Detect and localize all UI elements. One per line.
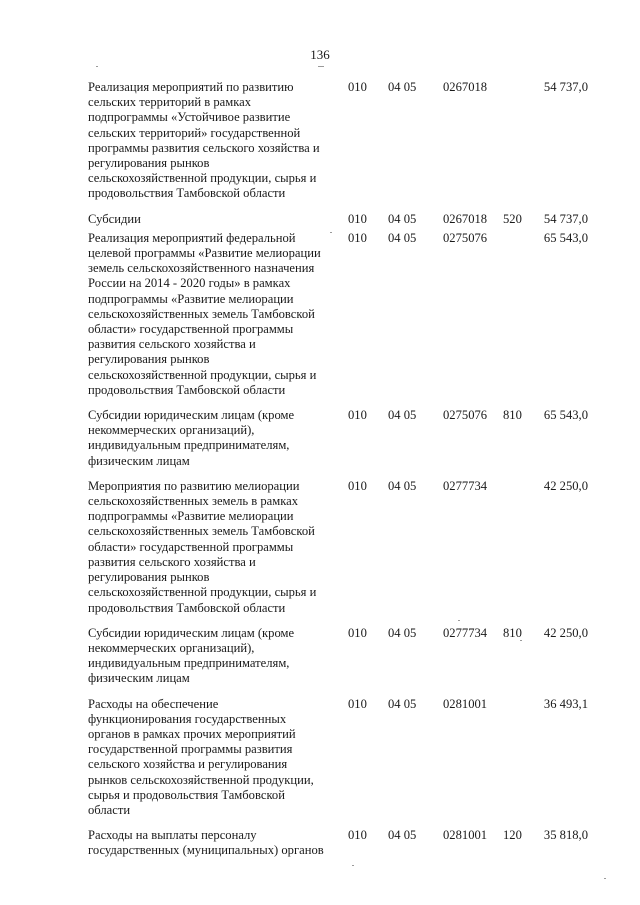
table-row <box>88 80 588 202</box>
table-row <box>88 408 588 469</box>
row-target: 0275076 <box>443 230 488 245</box>
row-ved: 010 <box>348 828 367 843</box>
row-ved: 010 <box>348 625 367 640</box>
page-number: 136 <box>310 47 330 62</box>
row-name: Расходы на обеспечение функционирования государственных органов в рамках прочих мероприятий государственной программы развития сельского хозяйства и регулирования рынков сельскохозяйственной продукции, сырья и продовольствия Тамбовской области <box>88 696 314 817</box>
row-section: 04 05 <box>388 80 417 94</box>
row-sum: 65 543,0 <box>543 408 588 423</box>
row-target: 0277734 <box>443 478 488 493</box>
row-target: 0267018 <box>443 80 488 94</box>
row-ved: 010 <box>348 211 367 226</box>
table-row <box>88 479 588 616</box>
table-row <box>88 212 588 227</box>
row-ved: 010 <box>348 696 367 711</box>
budget-table <box>88 80 588 869</box>
row-target: 0267018 <box>443 211 488 226</box>
row-ved: 010 <box>348 478 367 493</box>
row-sum: 65 543,0 <box>543 230 588 245</box>
row-expense-type: 520 <box>503 211 522 226</box>
row-section: 04 05 <box>388 211 417 226</box>
row-target: 0275076 <box>443 408 488 423</box>
row-section: 04 05 <box>388 478 417 493</box>
row-section: 04 05 <box>388 625 417 640</box>
scan-speck <box>96 66 98 67</box>
row-sum: 42 250,0 <box>543 625 588 640</box>
row-name: Расходы на выплаты персоналу государственных (муниципальных) органов <box>88 828 324 858</box>
row-sum: 54 737,0 <box>543 211 588 226</box>
row-ved: 010 <box>348 80 367 94</box>
row-section: 04 05 <box>388 828 417 843</box>
scan-speck <box>330 232 332 233</box>
table-row <box>88 828 588 858</box>
row-name: Реализация мероприятий по развитию сельских территорий в рамках подпрограммы «Устойчивое развитие сельских территорий» государственной программы развития сельского хозяйства и регулирования рынков сельскохозяйственной продукции, сырья и продовольствия Тамбовской области <box>88 80 320 201</box>
row-sum: 42 250,0 <box>543 478 588 493</box>
row-section: 04 05 <box>388 696 417 711</box>
table-row <box>88 231 588 398</box>
row-target: 0281001 <box>443 696 488 711</box>
row-sum: 36 493,1 <box>543 696 588 711</box>
scan-speck <box>604 878 606 879</box>
row-sum: 35 818,0 <box>543 828 588 843</box>
row-section: 04 05 <box>388 230 417 245</box>
scan-speck <box>458 620 460 621</box>
row-ved: 010 <box>348 408 367 423</box>
row-section: 04 05 <box>388 408 417 423</box>
row-expense-type: 120 <box>503 828 522 843</box>
scan-speck <box>520 640 522 641</box>
row-name: Субсидии юридическим лицам (кроме некоммерческих организаций), индивидуальным предпринимателям, физическим лицам <box>88 408 295 468</box>
row-name: Субсидии юридическим лицам (кроме некоммерческих организаций), индивидуальным предпринимателям, физическим лицам <box>88 625 295 686</box>
row-name: Субсидии <box>88 211 141 226</box>
row-expense-type: 810 <box>503 625 522 640</box>
row-name: Мероприятия по развитию мелиорации сельскохозяйственных земель в рамках подпрограммы «Развитие мелиорации сельскохозяйственных земель Тамбовской области» государственной программы развития сельского хозяйства и регулирования рынков сельскохозяйственной продукции, сырья и продовольствия Тамбовской области <box>88 478 317 615</box>
row-ved: 010 <box>348 230 367 245</box>
row-target: 0281001 <box>443 828 488 843</box>
row-sum: 54 737,0 <box>543 80 588 94</box>
row-target: 0277734 <box>443 625 488 640</box>
scan-speck <box>352 865 354 866</box>
table-row <box>88 697 588 819</box>
table-row <box>88 626 588 687</box>
scan-speck <box>318 66 324 67</box>
row-expense-type: 810 <box>503 408 522 423</box>
row-name: Реализация мероприятий федеральной целевой программы «Развитие мелиорации земель сельскохозяйственного назначения России на 2014 - 2020 годы» в рамках подпрограммы «Развитие мелиорации сельскохозяйственных земель Тамбовской области» государственной программы развития сельского хозяйства и регулирования рынков сельскохозяйственной продукции, сырья и продовольствия Тамбовской области <box>88 230 321 397</box>
